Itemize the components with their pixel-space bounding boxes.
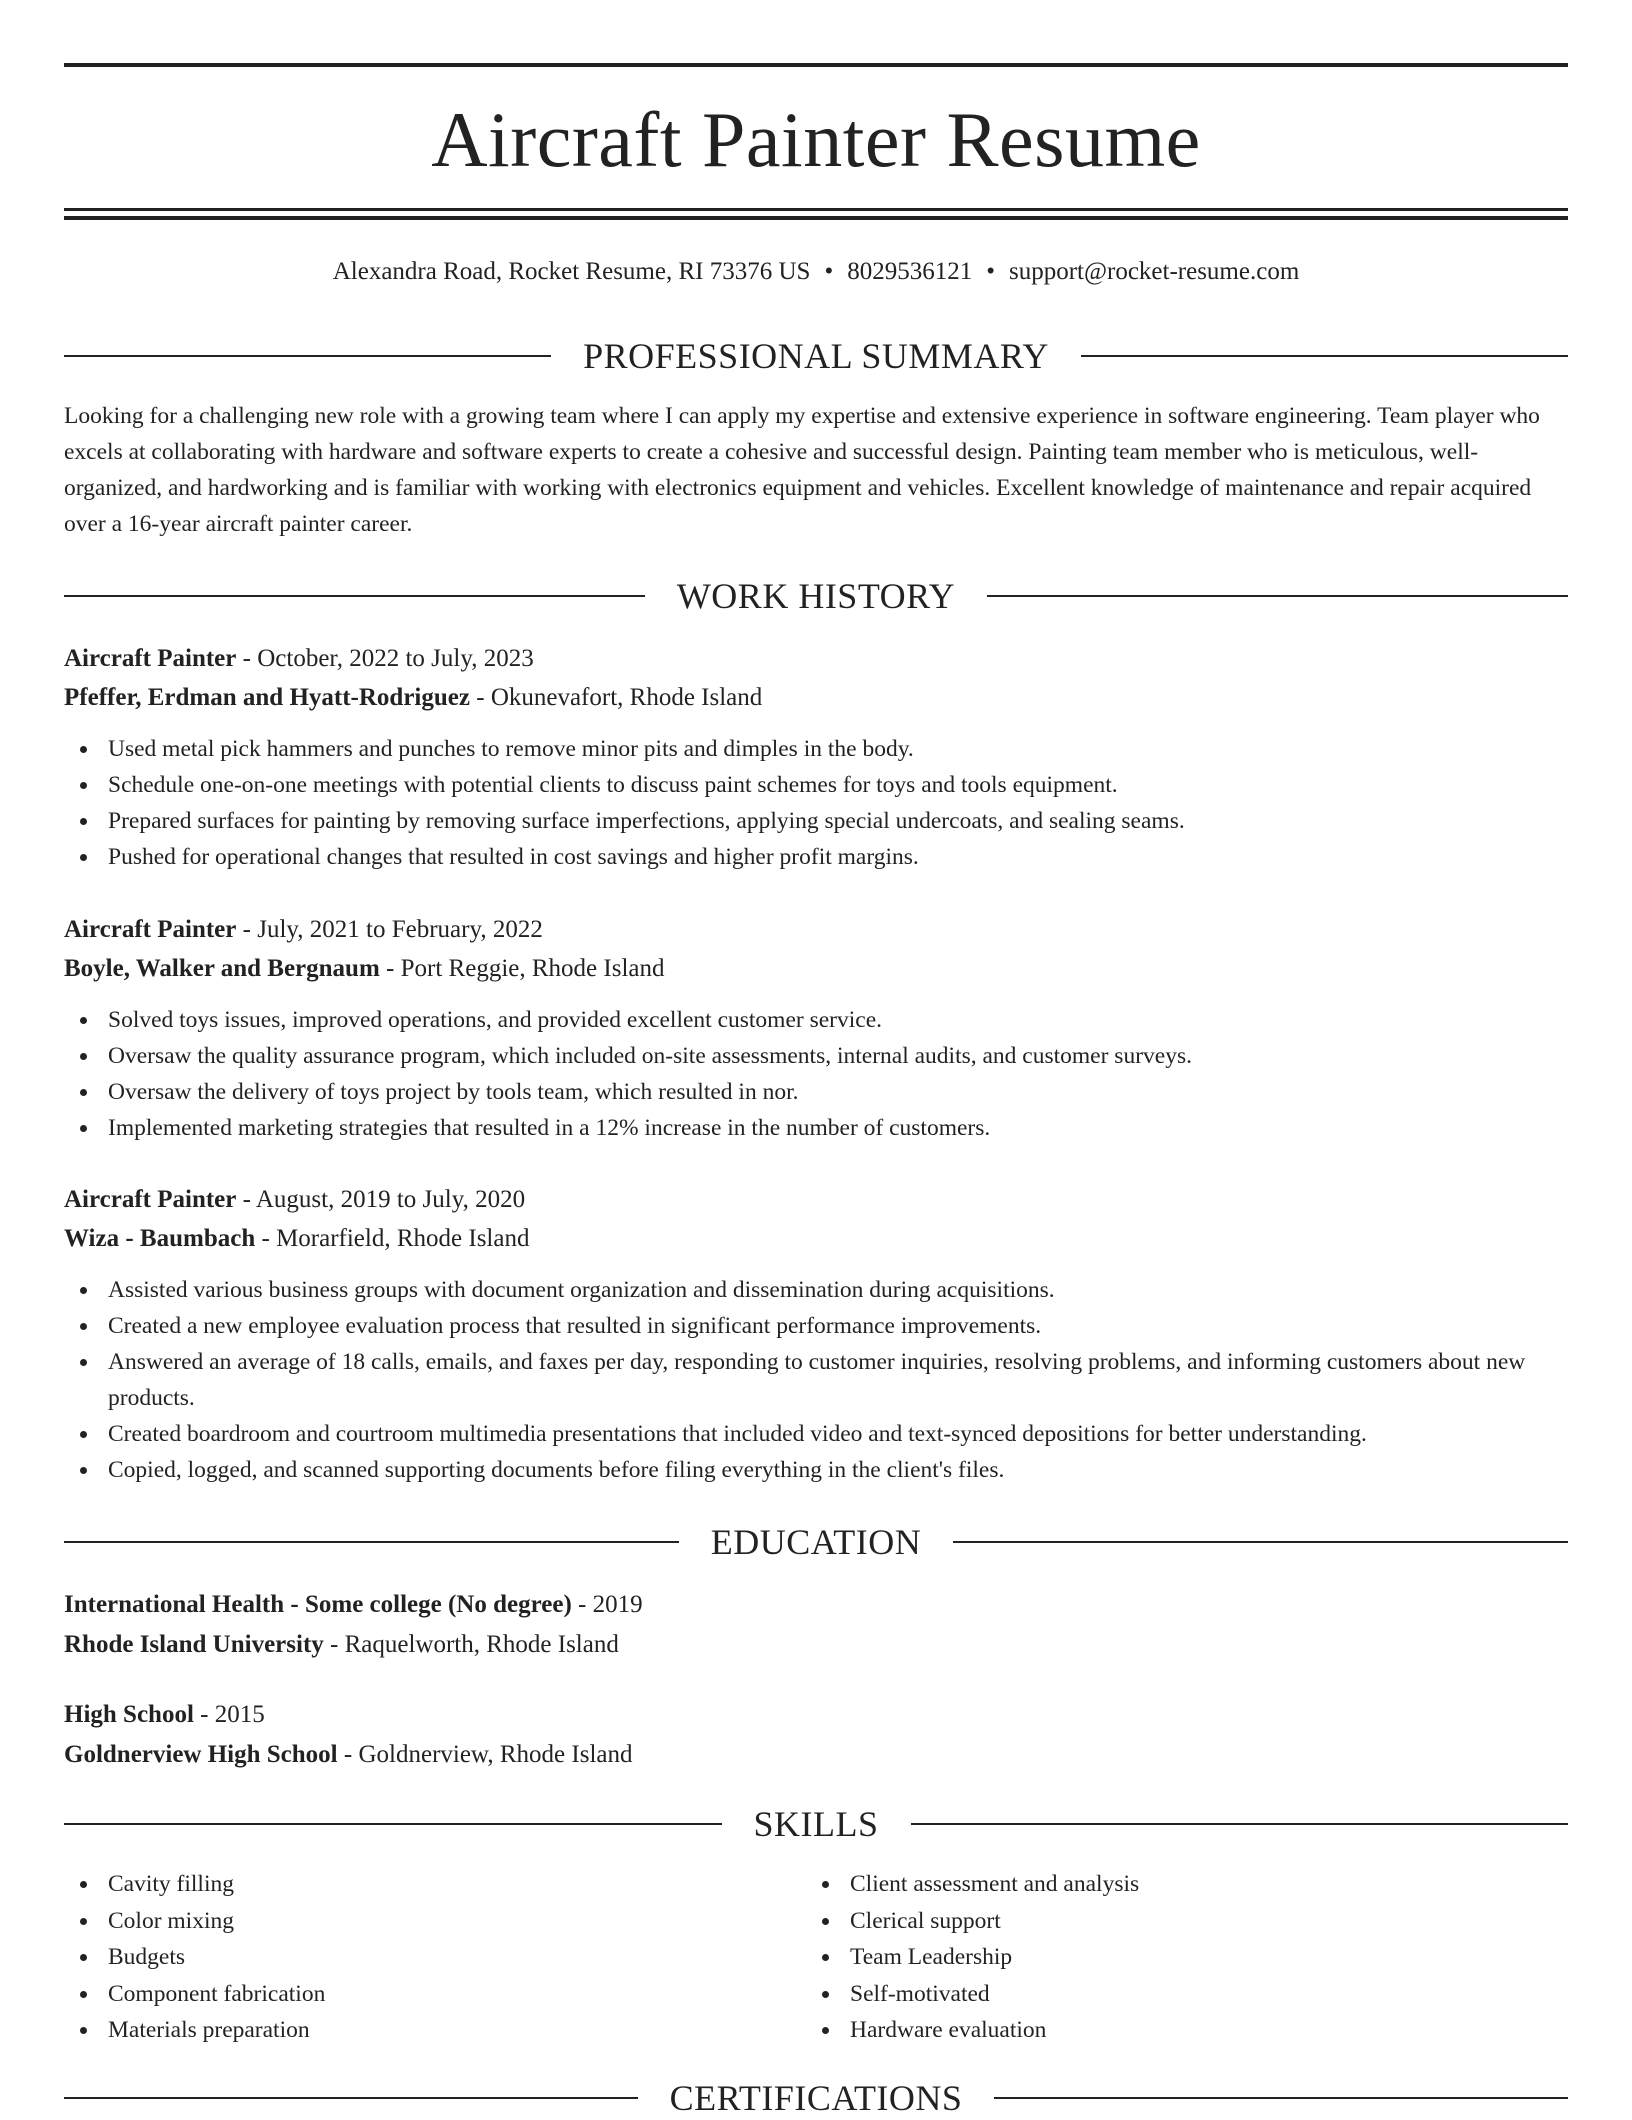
job-bullet: Assisted various business groups with document organization and dissemination during acquisitions. bbox=[64, 1272, 1568, 1308]
section-rule-right bbox=[994, 2097, 1568, 2099]
skill-item: Team Leadership bbox=[806, 1939, 1548, 1976]
title-rule-lower bbox=[64, 216, 1568, 220]
top-rule bbox=[64, 63, 1568, 67]
job-bullet: Created boardroom and courtroom multimedia presentations that included video and text-synced depositions for better understanding. bbox=[64, 1416, 1568, 1452]
job-bullet: Prepared surfaces for painting by removing surface imperfections, applying special undercoats, and sealing seams. bbox=[64, 803, 1568, 839]
contact-phone: 8029536121 bbox=[847, 258, 973, 285]
job-location: Okunevafort, Rhode Island bbox=[490, 684, 763, 711]
contact-line bbox=[64, 254, 1568, 290]
job-bullets bbox=[64, 1002, 1568, 1146]
section-header-skills bbox=[64, 1802, 1568, 1846]
education-school-line bbox=[64, 1625, 1568, 1665]
job-title-line bbox=[64, 911, 1568, 949]
section-rule-left bbox=[64, 1541, 679, 1543]
skill-item: Component fabrication bbox=[64, 1976, 806, 2013]
job-dash: - bbox=[236, 1186, 256, 1213]
job-dates: July, 2021 to February, 2022 bbox=[257, 916, 543, 943]
job-bullets bbox=[64, 731, 1568, 875]
section-rule-right bbox=[1081, 355, 1568, 357]
skill-item: Client assessment and analysis bbox=[806, 1866, 1548, 1903]
job-company: Wiza - Baumbach bbox=[64, 1225, 256, 1252]
job-location: Morarfield, Rhode Island bbox=[276, 1225, 530, 1252]
skill-item: Budgets bbox=[64, 1939, 806, 1976]
job-company: Pfeffer, Erdman and Hyatt-Rodriguez bbox=[64, 684, 470, 711]
education-year: 2015 bbox=[214, 1701, 265, 1728]
contact-separator: • bbox=[824, 258, 834, 285]
education-year: 2019 bbox=[592, 1591, 643, 1618]
section-header-education bbox=[64, 1520, 1568, 1564]
section-title-skills: SKILLS bbox=[753, 1804, 879, 1844]
skills-column-right bbox=[806, 1866, 1548, 2049]
education-entry bbox=[64, 1585, 1568, 1665]
skills-list bbox=[64, 1866, 1568, 2049]
skill-item: Clerical support bbox=[806, 1903, 1548, 1940]
education-degree-line bbox=[64, 1585, 1568, 1625]
job-company-line bbox=[64, 950, 1568, 988]
job-company-line bbox=[64, 679, 1568, 717]
education-location: Goldnerview, Rhode Island bbox=[358, 1741, 633, 1768]
education-entry bbox=[64, 1695, 1568, 1775]
job-bullet: Created a new employee evaluation process that resulted in significant performance improvements. bbox=[64, 1308, 1568, 1344]
job-location: Port Reggie, Rhode Island bbox=[400, 955, 665, 982]
job-dash: - bbox=[255, 1225, 277, 1252]
skill-item: Hardware evaluation bbox=[806, 2012, 1548, 2049]
job-company-line bbox=[64, 1220, 1568, 1258]
title-rule-upper bbox=[64, 208, 1568, 211]
skill-item: Materials preparation bbox=[64, 2012, 806, 2049]
section-rule-left bbox=[64, 1823, 722, 1825]
education-school-line bbox=[64, 1735, 1568, 1775]
section-rule-left bbox=[64, 595, 645, 597]
job-dash: - bbox=[379, 955, 401, 982]
education-degree: High School bbox=[64, 1701, 194, 1728]
job-title: Aircraft Painter bbox=[64, 916, 237, 943]
education-school: Rhode Island University bbox=[64, 1631, 324, 1658]
job-bullet: Oversaw the quality assurance program, which included on-site assessments, internal audits, and customer surveys. bbox=[64, 1038, 1568, 1074]
job-bullet: Pushed for operational changes that resulted in cost savings and higher profit margins. bbox=[64, 839, 1568, 875]
education-location: Raquelworth, Rhode Island bbox=[344, 1631, 619, 1658]
section-rule-left bbox=[64, 355, 551, 357]
job-bullet: Schedule one-on-one meetings with potential clients to discuss paint schemes for toys and tools equipment. bbox=[64, 767, 1568, 803]
section-title-work: WORK HISTORY bbox=[676, 576, 956, 616]
section-rule-left bbox=[64, 2097, 638, 2099]
section-header-work bbox=[64, 574, 1568, 618]
education-dash: - bbox=[571, 1591, 593, 1618]
job-bullet: Implemented marketing strategies that resulted in a 12% increase in the number of customers. bbox=[64, 1110, 1568, 1146]
section-title-summary: PROFESSIONAL SUMMARY bbox=[583, 336, 1049, 376]
job-bullets bbox=[64, 1272, 1568, 1488]
job-title-line bbox=[64, 640, 1568, 678]
job-title-line bbox=[64, 1181, 1568, 1219]
section-rule-right bbox=[953, 1541, 1568, 1543]
job-dash: - bbox=[469, 684, 491, 711]
section-title-education: EDUCATION bbox=[710, 1522, 922, 1562]
education-dash: - bbox=[193, 1701, 215, 1728]
contact-email: support@rocket-resume.com bbox=[1008, 258, 1300, 285]
job-title: Aircraft Painter bbox=[64, 1186, 237, 1213]
job-bullet: Oversaw the delivery of toys project by tools team, which resulted in nor. bbox=[64, 1074, 1568, 1110]
contact-separator: • bbox=[986, 258, 995, 285]
resume-title: Aircraft Painter Resume bbox=[431, 96, 1201, 183]
job-title: Aircraft Painter bbox=[64, 645, 237, 672]
section-rule-right bbox=[987, 595, 1568, 597]
job-dash: - bbox=[236, 916, 258, 943]
contact-address: Alexandra Road, Rocket Resume, RI 73376 US bbox=[332, 258, 811, 285]
job-company: Boyle, Walker and Bergnaum bbox=[64, 955, 380, 982]
education-dash: - bbox=[337, 1741, 359, 1768]
skill-item: Cavity filling bbox=[64, 1866, 806, 1903]
education-school: Goldnerview High School bbox=[64, 1741, 338, 1768]
summary-text: Looking for a challenging new role with a growing team where I can apply my expertise and extensive experience in software engineering. Team player who excels at collaborating with hardware and software experts to create a cohesive and successful design. Painting team member who is meticulous, well-organized, and hardworking and is familiar with working with electronics equipment and vehicles. Excellent knowledge of maintenance and repair acquired over a 16-year aircraft painter career. bbox=[64, 403, 1540, 537]
job-bullet: Answered an average of 18 calls, emails, and faxes per day, responding to customer inquiries, resolving problems, and informing customers about new products. bbox=[64, 1344, 1568, 1416]
job-entry bbox=[64, 640, 1568, 875]
education-degree-line bbox=[64, 1695, 1568, 1735]
job-bullet: Copied, logged, and scanned supporting documents before filing everything in the client's files. bbox=[64, 1452, 1568, 1488]
section-title-certifications: CERTIFICATIONS bbox=[669, 2078, 963, 2118]
job-bullet: Used metal pick hammers and punches to remove minor pits and dimples in the body. bbox=[64, 731, 1568, 767]
section-header-summary bbox=[64, 334, 1568, 378]
section-rule-right bbox=[911, 1823, 1569, 1825]
section-header-certifications bbox=[64, 2076, 1568, 2120]
job-entry bbox=[64, 911, 1568, 1146]
job-dates: October, 2022 to July, 2023 bbox=[257, 645, 534, 672]
skill-item: Color mixing bbox=[64, 1903, 806, 1940]
job-bullet: Solved toys issues, improved operations, and provided excellent customer service. bbox=[64, 1002, 1568, 1038]
job-dash: - bbox=[236, 645, 258, 672]
education-dash: - bbox=[323, 1631, 345, 1658]
job-entry bbox=[64, 1181, 1568, 1488]
skill-item: Self-motivated bbox=[806, 1976, 1548, 2013]
education-degree: International Health - Some college (No degree) bbox=[64, 1591, 572, 1618]
skills-column-left bbox=[64, 1866, 806, 2049]
job-dates: August, 2019 to July, 2020 bbox=[255, 1186, 526, 1213]
